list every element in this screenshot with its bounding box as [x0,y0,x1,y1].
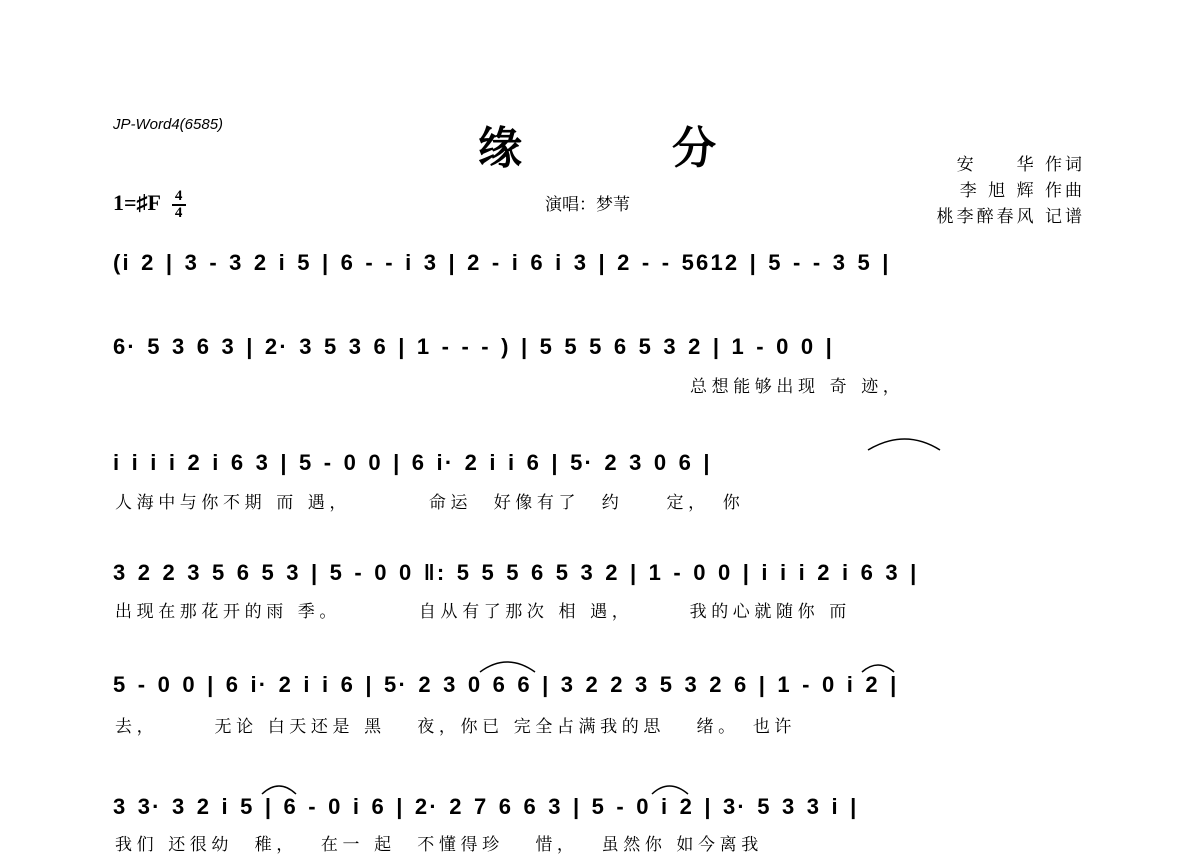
time-numerator: 4 [174,188,183,204]
notation-line-6: 3 3· 3 2 i 5 | 6 - 0 i 6 | 2· 2 7 6 6 3 | 5 - 0 i 2 | 3· 5 3 3 i | [113,794,859,819]
time-denominator: 4 [174,205,183,221]
composer-credit: 李 旭 辉 作曲 [959,181,1085,201]
notation-line-5: 5 - 0 0 | 6 i· 2 i i 6 | 5· 2 3 0 6 6 | 3 2 2 3 5 3 2 6 | 1 - 0 i 2 | [113,672,899,697]
notation-line-2: 6· 5 3 6 3 | 2· 3 5 3 6 | 1 - - - ) | 5 5 5 6 5 3 2 | 1 - 0 0 | [113,334,834,359]
time-signature [172,190,186,220]
title-char-2: 分 [672,123,716,174]
notation-line-3: i i i i 2 i 6 3 | 5 - 0 0 | 6 i· 2 i i 6 | 5· 2 3 0 6 | [113,450,712,475]
key-label: 1=♯F [113,190,161,216]
slur-4 [262,786,296,794]
key-signature [113,190,186,220]
software-tag: JP-Word4(6585) [113,116,224,133]
slur-5 [652,786,688,794]
lyric-line-3: 人海中与你不期 而 遇， 命运 好像有了 约 定， 你 [115,493,745,513]
slur-2 [480,662,535,672]
slur-1 [868,439,940,450]
lyric-line-5: 去， 无论 白天还是 黑 夜，你已 完全占满我的思 绪。 也许 [115,717,797,737]
singer-credit: 演唱：梦苇 [545,195,630,215]
lyric-line-6: 我们 还很幼 稚， 在一 起 不懂得珍 惜， 虽然你 如今离我 [115,835,763,855]
notation-line-4: 3 2 2 3 5 6 5 3 | 5 - 0 0 ‖: 5 5 5 6 5 3 2 | 1 - 0 0 | i i i 2 i 6 3 | [113,560,919,585]
transcriber-credit: 桃李醉春风 记谱 [936,207,1085,227]
lyric-line-4: 出现在那花开的雨 季。 自从有了那次 相 遇， 我的心就随你 而 [115,602,851,622]
notation-line-1: (i 2 | 3 - 3 2 i 5 | 6 - - i 3 | 2 - i 6 i 3 | 2 - - 5612 | 5 - - 3 5 | [113,250,891,275]
lyric-line-2: 总想能够出现 奇 迹， [690,377,905,397]
title-char-1: 缘 [478,123,522,174]
lyricist-credit: 安 华 作词 [956,155,1085,175]
slur-3 [862,665,894,672]
